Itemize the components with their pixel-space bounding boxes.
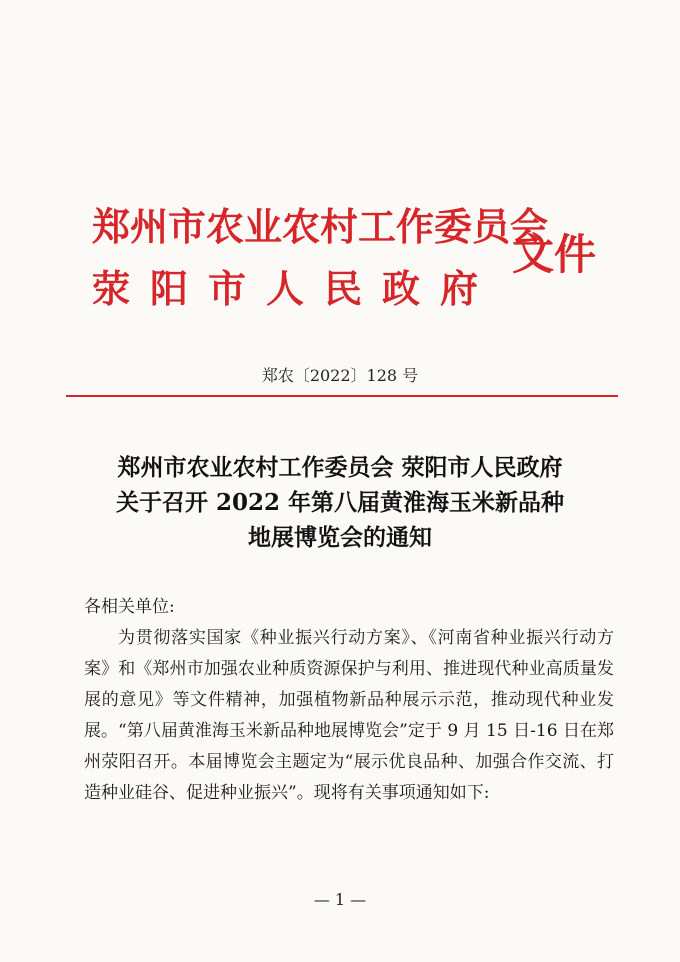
title-line-3: 地展博览会的通知	[248, 524, 432, 551]
header-org-line-2: 荥阳市人民政府	[92, 266, 499, 311]
document-title	[40, 450, 640, 555]
title-line-1: 郑州市农业农村工作委员会 荥阳市人民政府	[117, 454, 563, 481]
title-line-2: 关于召开 2022 年第八届黄淮海玉米新品种	[115, 489, 565, 516]
page-number: — 1 —	[313, 890, 367, 909]
red-divider-line	[66, 395, 618, 397]
header-doc-type: 文件	[512, 230, 597, 279]
salutation: 各相关单位:	[84, 597, 175, 617]
body-paragraph: 为贯彻落实国家《种业振兴行动方案》、《河南省种业振兴行动方案》和《郑州市加强农业种质资源保护与利用、推进现代种业高质量发展的意见》等文件精神，加强植物新品种展示示范，推动现代种业发展。“第八届黄淮海玉米新品种地展博览会”定于 9 月 15 日-16 日在郑州荥阳召开。本届博览会主题定为“展示优良品种、加强合作交流、打造种业硅谷、促进种业振兴”。现将有关事项通知如下:	[84, 628, 614, 803]
document-body	[84, 592, 614, 809]
document-number: 郑农〔2022〕128 号	[261, 366, 419, 385]
header-org-line-1: 郑州市农业农村工作委员会	[92, 204, 549, 249]
